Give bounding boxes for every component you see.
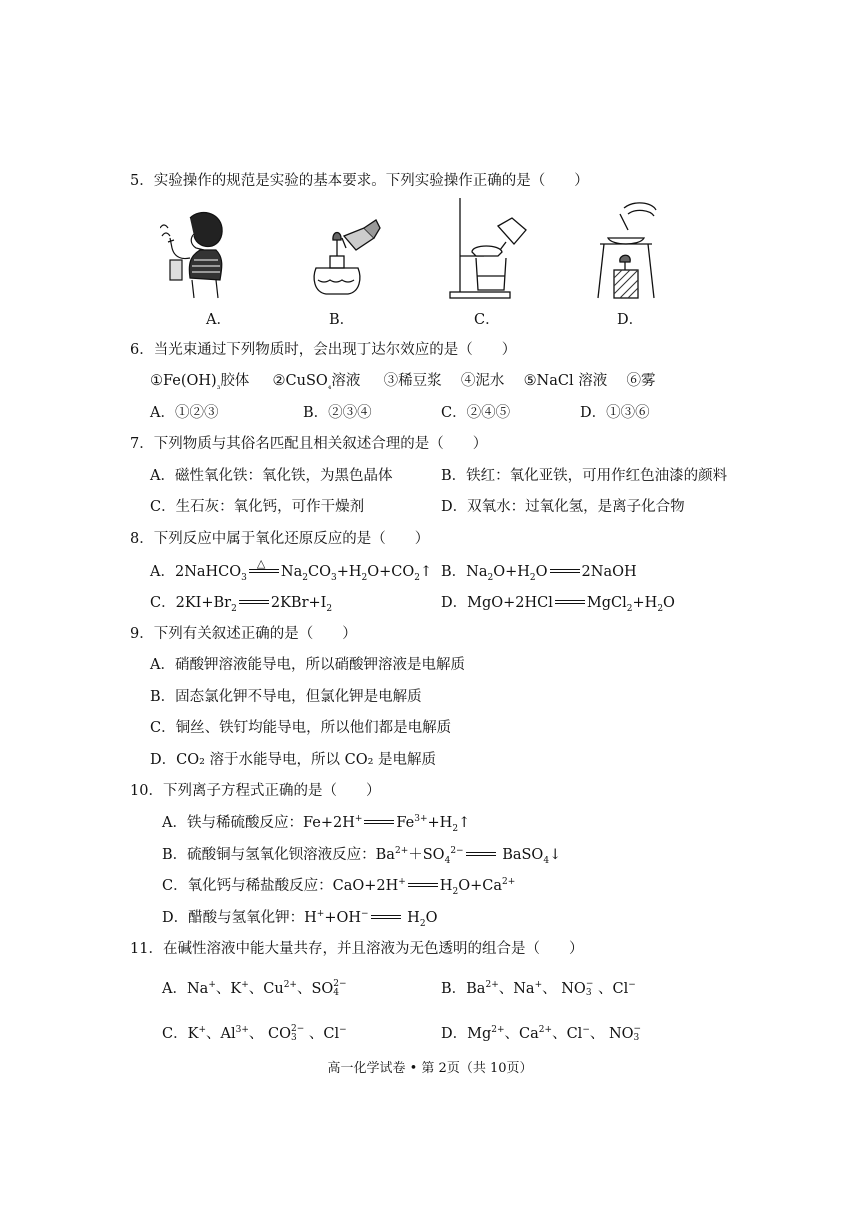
equals-sign bbox=[237, 598, 271, 608]
figure-b-alcohol-lamp-image bbox=[306, 208, 382, 300]
figure-d-label: D． bbox=[617, 312, 644, 328]
q6-option-b: B．②③④ bbox=[303, 405, 372, 421]
equals-sign bbox=[362, 818, 396, 828]
q6-item-2-formula: ②CuSO bbox=[272, 373, 328, 389]
q11-option-d: D．$Mg^{2+}$、$Ca^{2+}$、Cl−、 NO− 3 bbox=[441, 1024, 642, 1043]
q6-option-c: C．②④⑤ bbox=[441, 405, 511, 421]
figure-c-filtration-image bbox=[448, 196, 532, 302]
equals-sign bbox=[553, 598, 587, 608]
q9-stem: 9．下列有关叙述正确的是（ ） bbox=[130, 626, 357, 642]
q7-option-b: B．铁红：氧化亚铁，可用作红色油漆的颜料 bbox=[441, 468, 728, 484]
figure-b-label: B． bbox=[329, 312, 355, 328]
figure-a-label: A． bbox=[206, 312, 231, 328]
q11-option-b: B．$Ba^{2+}$、Na+、 NO− 3 、Cl− bbox=[441, 979, 636, 998]
equals-heat-sign: △ bbox=[247, 567, 281, 577]
equals-sign bbox=[406, 881, 440, 891]
q7-option-a: A．磁性氧化铁：氧化铁，为黑色晶体 bbox=[150, 468, 393, 484]
q10-option-c: C．氧化钙与稀盐酸反应：CaO+2H+ $H_2O+Ca^{2+}$ bbox=[162, 877, 516, 897]
q6-option-d: D．①③⑥ bbox=[580, 405, 650, 421]
q7-stem: 7．下列物质与其俗名匹配且相关叙述合理的是（ ） bbox=[130, 436, 488, 452]
q8-option-c: C．$2KI+Br_2$ $2KBr+I_2$ bbox=[150, 595, 333, 614]
q10-option-b: B．硫酸铜与氢氧化钡溶液反应：$Ba^{2+}+SO_4^{2-}$ BaSO$_4$↓ bbox=[162, 846, 562, 866]
q9-option-d: D．CO₂ 溶于水能导电，所以 CO₂ 是电解质 bbox=[150, 752, 437, 768]
q8-option-a: A．2NaHCO$_3$ △ $Na_2CO_3+H_2O+CO_2↑$ bbox=[150, 557, 433, 583]
q7-option-d: D．双氧水：过氧化氢，是离子化合物 bbox=[441, 499, 685, 515]
equals-sign bbox=[464, 850, 498, 860]
q8-stem: 8．下列反应中属于氧化还原反应的是（ ） bbox=[130, 531, 430, 547]
q9-option-c: C．铜丝、铁钉均能导电，所以他们都是电解质 bbox=[150, 720, 452, 736]
q10-stem: 10．下列离子方程式正确的是（ ） bbox=[130, 783, 381, 799]
q11-stem: 11．在碱性溶液中能大量共存，并且溶液为无色透明的组合是（ ） bbox=[130, 941, 584, 957]
figure-d-evaporation-image bbox=[594, 200, 662, 300]
q6-item-4: ④泥水 bbox=[460, 373, 505, 389]
equals-sign bbox=[548, 567, 582, 577]
q6-option-a: A．①②③ bbox=[150, 405, 219, 421]
q6-stem: 6．当光束通过下列物质时，会出现丁达尔效应的是（ ） bbox=[130, 342, 517, 358]
q6-item-5: ⑤NaCl 溶液 bbox=[523, 373, 608, 389]
figure-a-smelling-image bbox=[160, 208, 240, 300]
q5-stem: 5．实验操作的规范是实验的基本要求。下列实验操作正确的是（ ） bbox=[130, 173, 589, 189]
q7-option-c: C．生石灰：氧化钙，可作干燥剂 bbox=[150, 499, 365, 515]
q10-option-a: A．铁与稀硫酸反应：Fe+2H+ $Fe^{3+}+H_2↑$ bbox=[162, 814, 471, 834]
q11-option-c: C．K+、$Al^{3+}$、 CO2− 3 、Cl− bbox=[162, 1024, 347, 1043]
q6-item-1-formula: ①Fe(OH) bbox=[150, 373, 217, 389]
q9-option-a: A．硝酸钾溶液能导电，所以硝酸钾溶液是电解质 bbox=[150, 657, 465, 673]
figure-c-label: C． bbox=[474, 312, 500, 328]
q9-option-b: B．固态氯化钾不导电，但氯化钾是电解质 bbox=[150, 689, 422, 705]
q11-option-a: A．Na+、K+、$Cu^{2+}$、SO2− 4 bbox=[162, 979, 347, 998]
q6-item-6: ⑥雾 bbox=[626, 373, 656, 389]
q8-option-b: B．$Na_2O+H_2O$ 2NaOH bbox=[441, 564, 637, 583]
q6-item-3: ③稀豆浆 bbox=[383, 373, 442, 389]
q8-option-d: D．MgO+2HCl $MgCl_2+H_2O$ bbox=[441, 595, 675, 614]
q10-option-d: D．醋酸与氢氧化钾：H++OH− $H_2O$ bbox=[162, 909, 438, 929]
q6-items: $①Fe(OH)_{_3}$胶体 ②CuSO$_{_4}$溶液 ③稀豆浆 ④泥水 ⑤NaCl 溶液 ⑥雾 bbox=[150, 373, 656, 392]
page-footer: 高一化学试卷 • 第 2页（共 10页） bbox=[327, 1061, 533, 1076]
equals-sign bbox=[369, 913, 403, 923]
